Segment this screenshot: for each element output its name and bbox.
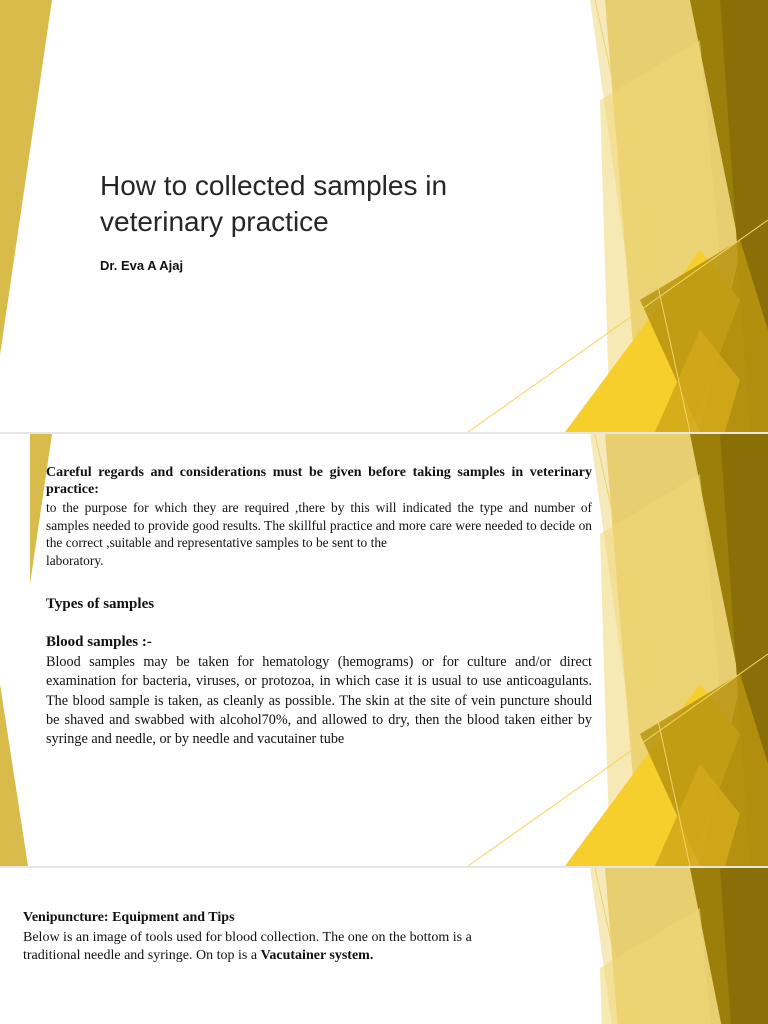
- slide-content: [0, 434, 768, 866]
- intro-paragraph: [46, 499, 592, 569]
- author-name: Dr. Eva A Ajaj: [100, 258, 184, 273]
- venipuncture-paragraph: [23, 929, 493, 965]
- intro-text: to the purpose for which they are required ,there by this will indicated the type and number of samples needed to provide good results. The skillful practice and more care were needed to decide on the correct ,suitable and representative samples to be sent to the: [46, 500, 592, 550]
- blood-samples-paragraph: Blood samples may be taken for hematology (hemograms) or for culture and/or direct examination for bacteria, viruses, or protozoa, in which case it is usual to use anticoagulants. The blood sample is taken, as cleanly as possible. The skin at the site of vein puncture should be shaved and swabbed with alcohol70%, and allowed to dry, then the blood taken either by syringe and needle, or by needle and vacutainer tube: [46, 654, 592, 748]
- types-heading: Types of samples: [46, 596, 155, 612]
- intro-heading: Careful regards and considerations must be given before taking samples in veterinary practice:: [46, 465, 592, 497]
- blood-samples-heading: Blood samples :-: [46, 634, 152, 650]
- slide-title: [0, 0, 768, 432]
- presentation-title: How to collected samples in veterinary practice: [100, 170, 448, 237]
- venipuncture-heading: Venipuncture: Equipment and Tips: [23, 910, 235, 925]
- intro-text-end: laboratory.: [46, 552, 104, 568]
- venipuncture-text: Below is an image of tools used for blood collection. The one on the bottom is a traditional needle and syringe. On top is a: [23, 930, 472, 963]
- slide-venipuncture: [0, 868, 768, 1024]
- vacutainer-label: Vacutainer system.: [260, 948, 374, 963]
